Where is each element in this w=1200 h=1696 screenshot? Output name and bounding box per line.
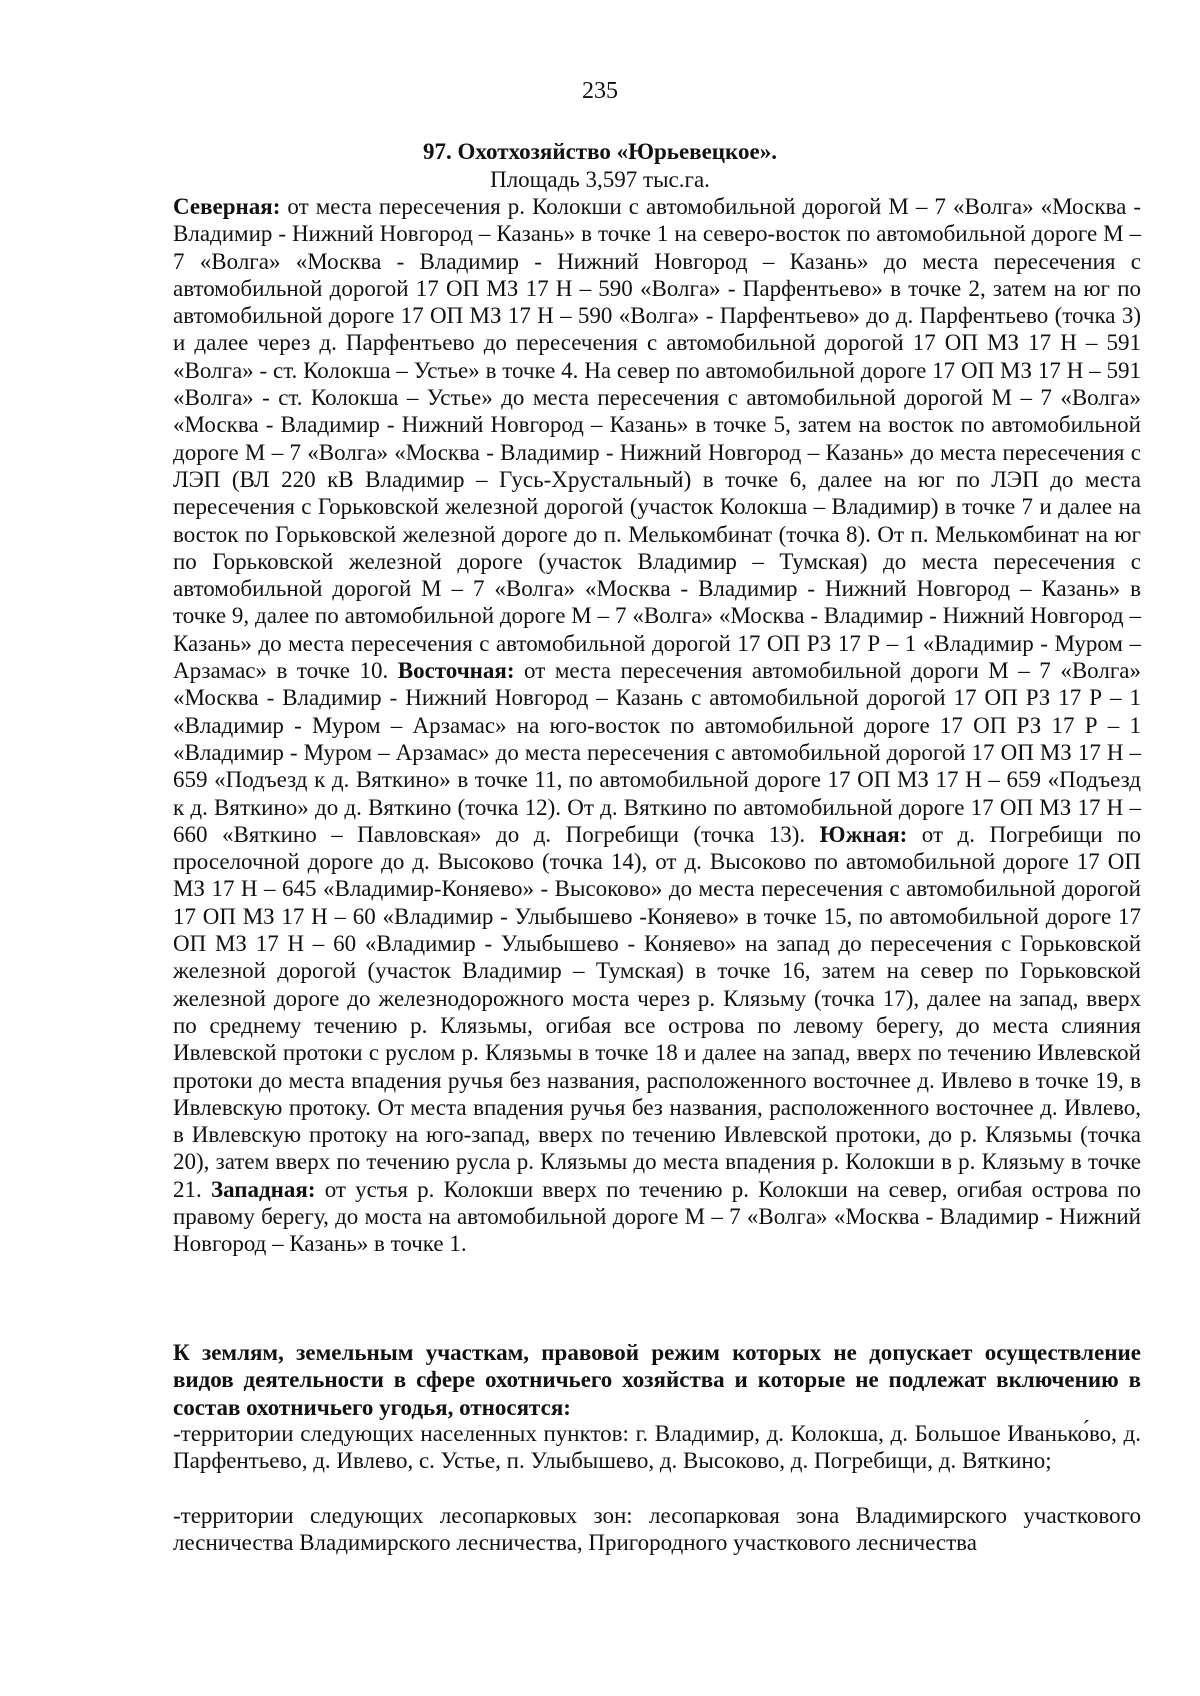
west-label: Западная:: [210, 1176, 316, 1202]
north-text: от места пересечения р. Колокши с автомобильной дорогой М – 7 «Волга» «Москва - Владимир - Нижний Новгород – Казань» в точке 1 на северо-восток по автомобильной дороге М – 7 «Волга» «Москва - Владимир - Нижний Новгород – Казань» до места пересечения с автомобильной дорогой 17 ОП МЗ 17 Н – 590 «Волга» - Парфентьево» в точке 2, затем на юг по автомобильной дороге 17 ОП МЗ 17 Н – 590 «Волга» - Парфентьево» до д. Парфентьево (точка 3) и далее через д. Парфентьево до пересечения с автомобильной дорогой 17 ОП МЗ 17 Н – 591 «Волга» - ст. Колокша – Устье» в точке 4. На север по автомобильной дороге 17 ОП МЗ 17 Н – 591 «Волга» - ст. Колокша – Устье» до места пересечения с автомобильной дорогой М – 7 «Волга» «Москва - Владимир - Нижний Новгород – Казань» в точке 5, затем на восток по автомобильной дороге М – 7 «Волга» «Москва - Владимир - Нижний Новгород – Казань» до места пересечения с ЛЭП (ВЛ 220 кВ Владимир – Гусь-Хрустальный) в точке 6, далее на юг по ЛЭП до места пересечения с Горьковской железной дорогой (участок Колокша – Владимир) в точке 7 и далее на восток по Горьковской железной дороге до п. Мелькомбинат (точка 8). От п. Мелькомбинат на юг по Горьковской железной дороге (участок Владимир – Тумская) до места пересечения с автомобильной дорогой М – 7 «Волга» «Москва - Владимир - Нижний Новгород – Казань» в точке 9, далее по автомобильной дороге М – 7 «Волга» «Москва - Владимир - Нижний Новгород – Казань» до места пересечения с автомобильной дорогой 17 ОП РЗ 17 Р – 1 «Владимир - Муром – Арзамас» в точке 10.: [173, 194, 1141, 684]
boundary-description: [173, 193, 1141, 1258]
south-label: Южная:: [819, 821, 908, 847]
list-item-forest-zones: -территории следующих лесопарковых зон: лесопарковая зона Владимирского участкового лесничества Владимирского лесничества, Пригородного участкового лесничества: [173, 1503, 1141, 1556]
section-title: 97. Охотхозяйство «Юрьевецкое».: [423, 139, 777, 164]
west-text: от устья р. Колокши вверх по течению р. Колокши на север, огибая острова по правому берегу, до моста на автомобильной дороге М – 7 «Волга» «Москва - Владимир - Нижний Новгород – Казань» в точке 1.: [173, 1176, 1141, 1257]
page-number: 235: [582, 78, 618, 104]
east-label: Восточная:: [397, 658, 515, 684]
list-item-settlements: -территории следующих населенных пунктов: г. Владимир, д. Колокша, д. Большое Иванько́во, д. Парфентьево, д. Ивлево, с. Устье, п. Улыбышево, д. Высоково, д. Погребищи, д. Вяткино;: [173, 1421, 1141, 1474]
north-label: Северная:: [173, 194, 281, 219]
area-line: Площадь 3,597 тыс.га.: [490, 167, 710, 192]
south-text: от д. Погребищи по проселочной дороге до д. Высоково (точка 14), от д. Высоково по автомобильной дороге 17 ОП МЗ 17 Н – 645 «Владимир-Коняево» - Высоково» до места пересечения с автомобильной дорогой 17 ОП МЗ 17 Н – 60 «Владимир - Улыбышево -Коняево» в точке 15, по автомобильной дороге 17 ОП МЗ 17 Н – 60 «Владимир - Улыбышево - Коняево» на запад до пересечения с Горьковской железной дорогой (участок Владимир – Тумская) в точке 16, затем на север по Горьковской железной дороге до железнодорожного моста через р. Клязьму (точка 17), далее на запад, вверх по среднему течению р. Клязьмы, огибая все острова по левому берегу, до места слияния Ивлевской протоки с руслом р. Клязьмы в точке 18 и далее на запад, вверх по течению Ивлевской протоки до места впадения ручья без названия, расположенного восточнее д. Ивлево в точке 19, в Ивлевскую протоку. От места впадения ручья без названия, расположенного восточнее д. Ивлево, в Ивлевскую протоку на юго-запад, вверх по течению Ивлевской протоки, до р. Клязьмы (точка 20), затем вверх по течению русла р. Клязьмы до места впадения р. Колокши в р. Клязьму в точке 21.: [173, 821, 1141, 1202]
exclusion-heading: К землям, земельным участкам, правовой режим которых не допускает осуществление видов деятельности в сфере охотничьего хозяйства и которые не подлежат включению в состав охотничьего угодья, относятся:: [173, 1340, 1141, 1420]
east-text: от места пересечения автомобильной дороги М – 7 «Волга» «Москва - Владимир - Нижний Новгород – Казань с автомобильной дорогой 17 ОП РЗ 17 Р – 1 «Владимир - Муром – Арзамас» на юго-восток по автомобильной дороге 17 ОП РЗ 17 Р – 1 «Владимир - Муром – Арзамас» до места пересечения с автомобильной дорогой 17 ОП МЗ 17 Н – 659 «Подъезд к д. Вяткино» в точке 11, по автомобильной дороге 17 ОП МЗ 17 Н – 659 «Подъезд к д. Вяткино» до д. Вяткино (точка 12). От д. Вяткино по автомобильной дороге 17 ОП МЗ 17 Н – 660 «Вяткино – Павловская» до д. Погребищи (точка 13).: [173, 658, 1141, 847]
